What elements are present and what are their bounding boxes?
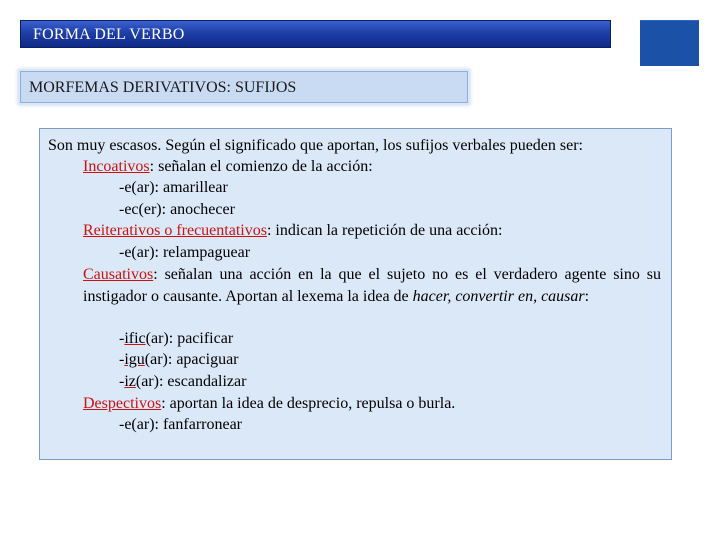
despectivos-desc: : aportan la idea de desprecio, repulsa o burla. [161, 395, 456, 412]
morpheme-iz: iz [124, 373, 136, 390]
reiterativos-desc: : indican la repetición de una acción: [266, 222, 503, 239]
example-fanfarronear: -e(ar): fanfarronear [119, 416, 243, 433]
page-title: FORMA DEL VERBO [33, 26, 185, 43]
corner-decoration [640, 20, 699, 66]
causativos-end: : [584, 288, 590, 305]
incoativos-desc: : señalan el comienzo de la acción: [149, 158, 373, 175]
example-apaciguar: -igu(ar): apaciguar [119, 351, 239, 368]
causativos-italic: hacer, convertir en, causar [412, 288, 585, 305]
despectivos-line [83, 394, 455, 414]
incoativos-term: Incoativos [83, 158, 150, 175]
example-pacificar: -ific(ar): pacificar [119, 330, 234, 347]
content-box [39, 128, 672, 460]
example-escandalizar: -iz(ar): escandalizar [119, 373, 247, 390]
despectivos-term: Despectivos [83, 395, 162, 412]
title-bar [20, 20, 611, 48]
intro-text: Son muy escasos. Según el significado que aportan, los sufijos verbales pueden ser: [48, 137, 583, 154]
section-subtitle: MORFEMAS DERIVATIVOS: SUFIJOS [29, 79, 297, 96]
example-relampaguear: -e(ar): relampaguear [119, 244, 251, 261]
morpheme-ific: ific [124, 330, 146, 347]
example-anochecer: -ec(er): anochecer [119, 201, 235, 218]
reiterativos-term: Reiterativos o frecuentativos [83, 222, 267, 239]
reiterativos-line [83, 221, 502, 241]
morpheme-igu: igu [124, 351, 145, 368]
incoativos-line [83, 157, 373, 177]
causativos-term: Causativos [83, 266, 154, 283]
example-amarillear: -e(ar): amarillear [119, 179, 228, 196]
causativos-paragraph [83, 264, 661, 308]
causativos-desc: : señalan una acción en la que el sujeto no es el verdadero agente sino su instigador o causante. Aportan al lexema la idea de [83, 266, 661, 305]
subtitle-box [20, 71, 468, 103]
